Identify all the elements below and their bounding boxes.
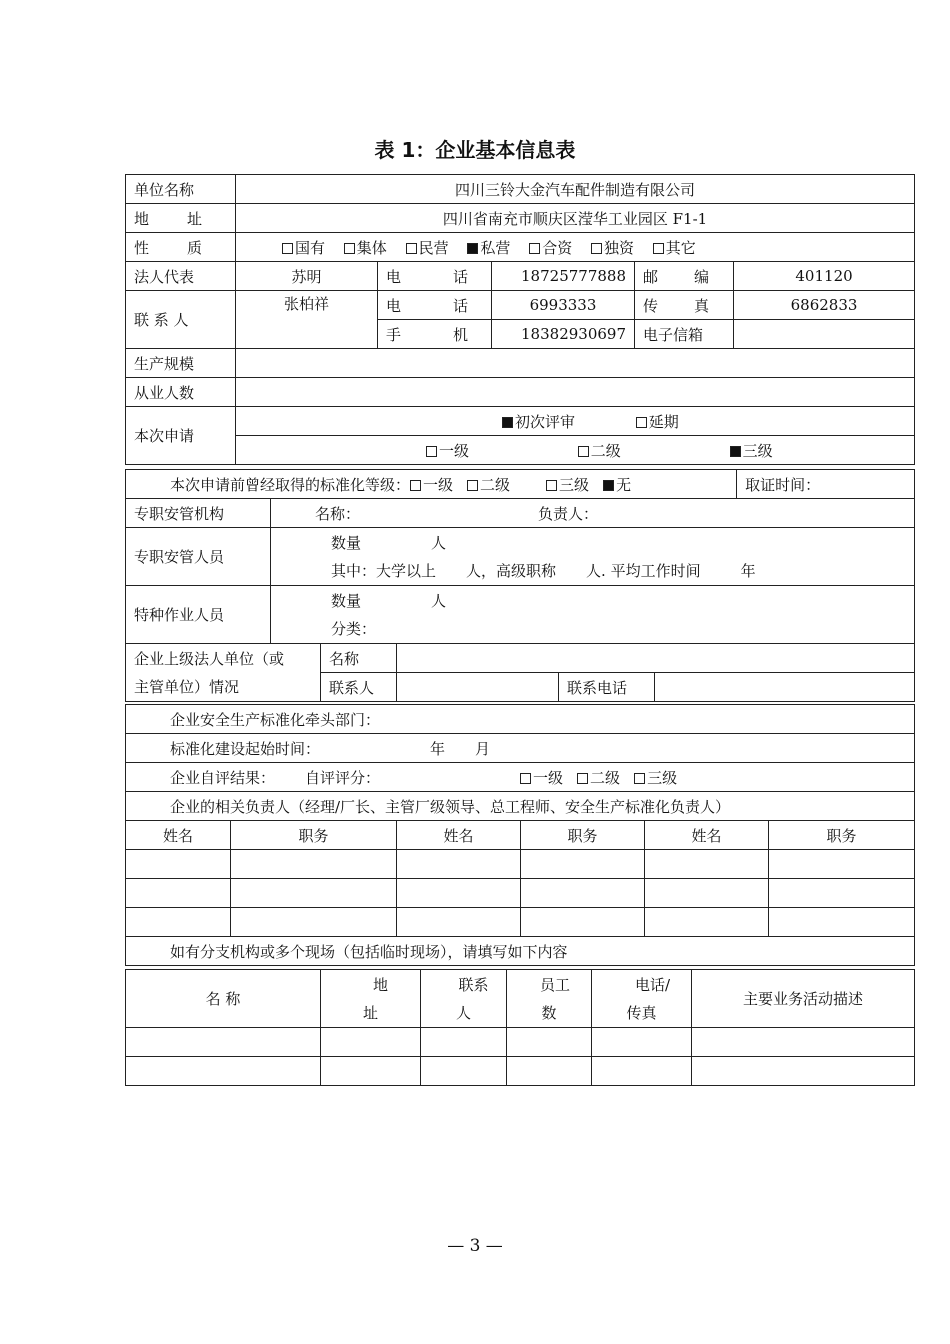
checked-box-icon [502, 417, 513, 428]
contact-phone-value[interactable]: 6993333 [492, 291, 635, 320]
legal-phone-label: 电 话 [378, 262, 492, 291]
table-cell[interactable] [769, 879, 915, 908]
parent-label-2: 主管单位）情况 [126, 673, 321, 702]
table-cell[interactable] [645, 850, 769, 879]
branches-header-contact-1: 联系 [421, 970, 507, 999]
checkbox-icon [636, 417, 647, 428]
email-value[interactable] [734, 320, 915, 349]
safety-staff-detail[interactable]: 其中：大学以上 人，高级职称 人. 平均工作时间 年 [271, 557, 915, 586]
prior-option[interactable]: 一级 [410, 476, 453, 494]
nature-label: 性 质 [126, 233, 236, 262]
table-cell[interactable] [421, 1057, 507, 1086]
table-cell[interactable] [769, 908, 915, 937]
table-cell[interactable] [231, 908, 397, 937]
apply-level-options [236, 436, 915, 465]
table-cell[interactable] [126, 1028, 321, 1057]
checkbox-icon [406, 243, 417, 254]
nature-option[interactable]: 国有 [282, 239, 325, 257]
apply-label: 本次申请 [126, 407, 236, 465]
checkbox-icon [634, 773, 645, 784]
scale-label: 生产规模 [126, 349, 236, 378]
leaders-title-row [126, 792, 915, 821]
checkbox-icon [577, 773, 588, 784]
self-eval-option[interactable]: 一级 [520, 769, 563, 787]
table-cell[interactable] [126, 850, 231, 879]
special-staff-label: 特种作业人员 [126, 586, 271, 644]
checkbox-icon [591, 243, 602, 254]
nature-option[interactable]: 合资 [529, 239, 572, 257]
nature-option[interactable]: 独资 [591, 239, 634, 257]
employees-row [126, 378, 915, 407]
contact-label: 联 系 人 [126, 291, 236, 349]
scale-value[interactable] [236, 349, 915, 378]
branches-header-name: 名 称 [126, 970, 321, 1028]
safety-staff-label: 专职安管人员 [126, 528, 271, 586]
checkbox-icon [344, 243, 355, 254]
nature-option[interactable]: 私营 [467, 239, 510, 257]
self-eval-row [126, 763, 915, 792]
table-row [126, 850, 915, 879]
apply-level-option[interactable]: 三级 [730, 442, 773, 460]
checkbox-icon [410, 480, 421, 491]
parent-phone-label: 联系电话 [559, 673, 655, 702]
branches-header-tel-1: 电话/ [592, 970, 692, 999]
branches-header-tel-2: 传真 [592, 999, 692, 1028]
parent-label-1: 企业上级法人单位（或 [126, 644, 321, 673]
employees-label: 从业人数 [126, 378, 236, 407]
table-cell[interactable] [521, 908, 645, 937]
table-row [126, 908, 915, 937]
table-cell[interactable] [321, 1028, 421, 1057]
parent-contact-label: 联系人 [321, 673, 397, 702]
table-cell[interactable] [421, 1028, 507, 1057]
fax-label: 传 真 [635, 291, 734, 320]
table-cell[interactable] [692, 1028, 915, 1057]
nature-option[interactable]: 其它 [653, 239, 696, 257]
start-time-field[interactable]: 标准化建设起始时间： 年 月 [126, 734, 915, 763]
branches-header-staff-2: 数 [507, 999, 592, 1028]
table-row [126, 1028, 915, 1057]
parent-contact-value[interactable] [397, 673, 559, 702]
unit-name-value[interactable]: 四川三铃大金汽车配件制造有限公司 [236, 175, 915, 204]
table-cell[interactable] [769, 850, 915, 879]
scale-row [126, 349, 915, 378]
unit-name-label: 单位名称 [126, 175, 236, 204]
table-cell[interactable] [126, 879, 231, 908]
leaders-header-name: 姓名 [126, 821, 231, 850]
prior-level-options [126, 470, 737, 499]
apply-type-option[interactable]: 初次评审 [502, 413, 575, 431]
prior-level-row [126, 470, 915, 499]
checkbox-icon [529, 243, 540, 254]
leaders-title: 企业的相关负责人（经理/厂长、主管厂级领导、总工程师、安全生产标准化负责人） [126, 792, 915, 821]
checkbox-icon [520, 773, 531, 784]
legal-phone-value[interactable]: 18725777888 [492, 262, 635, 291]
contact-phone-label: 电 话 [378, 291, 492, 320]
apply-level-option[interactable]: 一级 [426, 442, 469, 460]
parent-row-2 [126, 673, 915, 702]
postcode-label: 邮 编 [635, 262, 734, 291]
apply-type-options [236, 407, 915, 436]
table-cell[interactable] [231, 879, 397, 908]
prior-option[interactable]: 三级 [546, 476, 589, 494]
special-staff-row-1 [126, 586, 915, 615]
branches-title-row [126, 937, 915, 966]
checked-box-icon [730, 446, 741, 457]
prior-level-label: 本次申请前曾经取得的标准化等级： [170, 475, 411, 494]
checkbox-icon [467, 480, 478, 491]
branches-header-addr-1: 地 [321, 970, 421, 999]
apply-level-option[interactable]: 二级 [578, 442, 621, 460]
table-row [126, 879, 915, 908]
leaders-header-title: 职务 [769, 821, 915, 850]
contact-name[interactable]: 张柏祥 [236, 291, 378, 349]
unit-name-row [126, 175, 915, 204]
mobile-value[interactable]: 18382930697 [492, 320, 635, 349]
employees-value[interactable] [236, 378, 915, 407]
branches-title: 如有分支机构或多个现场（包括临时现场），请填写如下内容 [126, 937, 915, 966]
nature-options [236, 233, 915, 262]
email-label: 电子信箱 [635, 320, 734, 349]
nature-row [126, 233, 915, 262]
prior-option[interactable]: 无 [603, 476, 631, 494]
address-value[interactable]: 四川省南充市顺庆区滢华工业园区 F1-1 [236, 204, 915, 233]
self-eval-field: 企业自评结果： 自评评分： 一级 二级 三级 [126, 763, 915, 792]
lead-dept-field[interactable]: 企业安全生产标准化牵头部门： [126, 705, 915, 734]
postcode-value[interactable]: 401120 [734, 262, 915, 291]
legal-rep-label: 法人代表 [126, 262, 236, 291]
table-cell[interactable] [692, 1057, 915, 1086]
safety-org-head-label: 负责人： [538, 504, 599, 523]
leaders-header-name: 姓名 [645, 821, 769, 850]
leaders-header-row [126, 821, 915, 850]
mobile-label: 手 机 [378, 320, 492, 349]
start-time-row [126, 734, 915, 763]
table-row [126, 1057, 915, 1086]
leaders-header-name: 姓名 [397, 821, 521, 850]
self-eval-option[interactable]: 三级 [634, 769, 677, 787]
checkbox-icon [578, 446, 589, 457]
table-cell[interactable] [397, 850, 521, 879]
safety-org-name-label: 名称： [315, 504, 361, 523]
safety-staff-row-1 [126, 528, 915, 557]
table-cell[interactable] [231, 850, 397, 879]
prior-option[interactable]: 二级 [467, 476, 510, 494]
table-cell[interactable] [592, 1057, 692, 1086]
legal-rep-row [126, 262, 915, 291]
table-cell[interactable] [521, 850, 645, 879]
parent-name-label: 名称 [321, 644, 397, 673]
table-cell[interactable] [397, 908, 521, 937]
branches-header-desc: 主要业务活动描述 [692, 970, 915, 1028]
table-cell[interactable] [507, 1028, 592, 1057]
checkbox-icon [426, 446, 437, 457]
table-cell[interactable] [645, 879, 769, 908]
table-cell[interactable] [397, 879, 521, 908]
page-title: 表 1：企业基本信息表 [374, 138, 576, 162]
nature-option[interactable]: 集体 [344, 239, 387, 257]
apply-type-option[interactable]: 延期 [636, 413, 679, 431]
branches-header-staff-1: 员工 [507, 970, 592, 999]
table-cell[interactable] [521, 879, 645, 908]
safety-info-table [125, 469, 915, 702]
self-eval-option[interactable]: 二级 [577, 769, 620, 787]
leaders-header-title: 职务 [231, 821, 397, 850]
branches-header-row-1 [126, 970, 915, 999]
branches-table [125, 969, 915, 1086]
legal-rep-name[interactable]: 苏明 [236, 262, 378, 291]
nature-option[interactable]: 民营 [406, 239, 449, 257]
table-cell[interactable] [126, 908, 231, 937]
safety-staff-qty[interactable]: 数量 人 [271, 528, 915, 557]
table-cell[interactable] [592, 1028, 692, 1057]
safety-org-fields[interactable] [271, 499, 915, 528]
table-cell[interactable] [645, 908, 769, 937]
table-cell[interactable] [507, 1057, 592, 1086]
apply-type-row [126, 407, 915, 436]
address-label: 地 址 [126, 204, 236, 233]
parent-row-1 [126, 644, 915, 673]
special-staff-class[interactable]: 分类： [271, 615, 915, 644]
basic-info-table [125, 174, 915, 465]
leaders-header-title: 职务 [521, 821, 645, 850]
page-number: — 3 — [447, 1236, 503, 1256]
branches-header-contact-2: 人 [421, 999, 507, 1028]
table-cell[interactable] [321, 1057, 421, 1086]
lead-dept-row [126, 705, 915, 734]
checkbox-icon [653, 243, 664, 254]
apply-level-row [126, 436, 915, 465]
special-staff-qty[interactable]: 数量 人 [271, 586, 915, 615]
fax-value[interactable]: 6862833 [734, 291, 915, 320]
cert-time-field[interactable]: 取证时间： [737, 470, 915, 499]
address-row [126, 204, 915, 233]
branches-header-addr-2: 址 [321, 999, 421, 1028]
leaders-table [125, 704, 915, 966]
checkbox-icon [546, 480, 557, 491]
parent-phone-value[interactable] [655, 673, 915, 702]
checked-box-icon [603, 480, 614, 491]
contact-row [126, 291, 915, 320]
table-cell[interactable] [126, 1057, 321, 1086]
checkbox-icon [282, 243, 293, 254]
safety-org-label: 专职安管机构 [126, 499, 271, 528]
checked-box-icon [467, 243, 478, 254]
safety-org-row [126, 499, 915, 528]
parent-name-value[interactable] [397, 644, 915, 673]
